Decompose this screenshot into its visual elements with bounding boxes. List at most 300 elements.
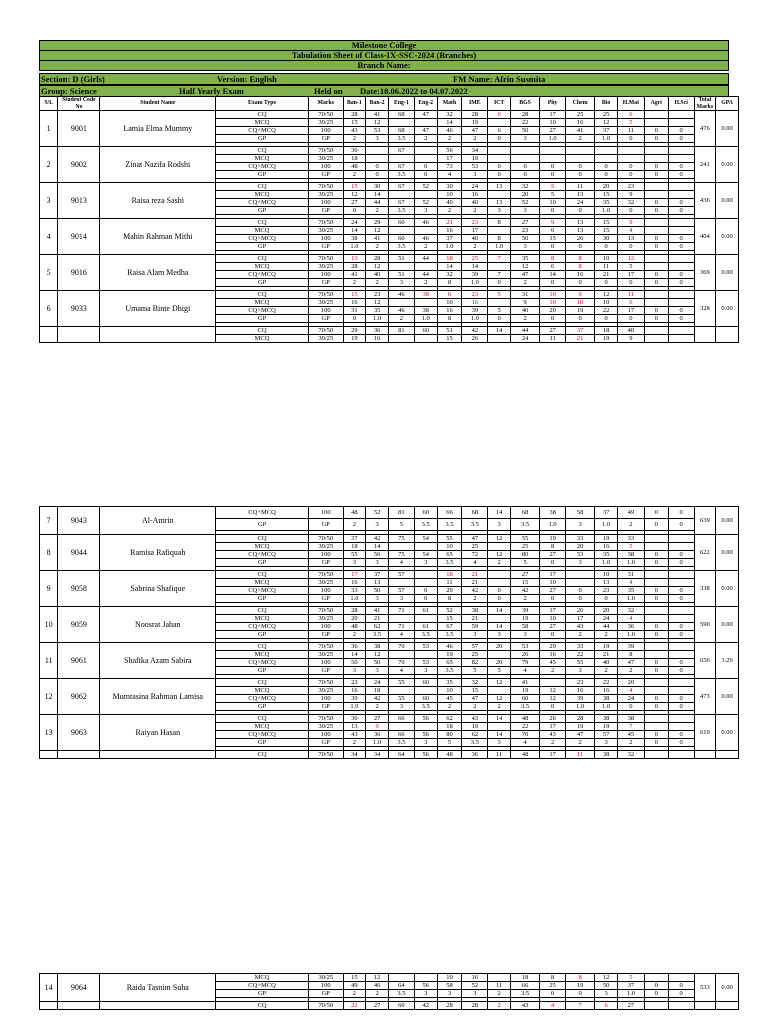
mark-eng2: 54 (414, 551, 437, 559)
student-code: 9063 (58, 715, 100, 751)
mark-math: 18 (437, 255, 462, 263)
mark-hsci (668, 227, 694, 235)
sl-cell: 2 (40, 147, 58, 183)
mark-hsci: 0 (668, 279, 694, 287)
exam-type: CQ (216, 679, 309, 687)
mark-ict: 14 (488, 623, 511, 631)
mark-math: 5 (437, 739, 462, 747)
mark-bgs: 2 (510, 595, 539, 603)
mark-bio: 20 (595, 607, 618, 615)
mark-bgs: 20 (510, 191, 539, 199)
column-header-phy: Phy (540, 97, 566, 111)
mark-ict: 12 (488, 679, 511, 687)
total-marks: 369 (694, 255, 716, 291)
mark-bgs: 3.5 (510, 519, 539, 531)
mark-ban2: 12 (366, 651, 389, 659)
max-marks: 100 (308, 731, 343, 739)
mark-agri: 0 (644, 595, 668, 603)
mark-eng2 (414, 299, 437, 307)
mark-ict: 0 (488, 587, 511, 595)
mark-agri (644, 183, 668, 191)
mark-hmat: 24 (617, 695, 644, 703)
mark-hsci: 0 (668, 659, 694, 667)
mark-bio: 2 (595, 631, 618, 639)
mark-bgs: 18 (510, 974, 539, 982)
student-code (58, 1002, 100, 1010)
mark-bgs: 40 (510, 307, 539, 315)
exam-type: GP (216, 667, 309, 675)
mark-ban2: 27 (366, 715, 389, 723)
mark-ime: 5 (462, 667, 488, 675)
mark-bgs: 22 (510, 723, 539, 731)
mark-math: 6 (437, 291, 462, 299)
mark-math: 80 (437, 731, 462, 739)
mark-phy: 45 (540, 659, 566, 667)
mark-math: 8 (437, 595, 462, 603)
mark-ban2: 44 (366, 199, 389, 207)
mark-eng1: 4 (388, 559, 414, 567)
exam-type: CQ+MCQ (216, 659, 309, 667)
mark-bgs: 0 (510, 163, 539, 171)
mark-phy: 17 (540, 723, 566, 731)
mark-agri: 0 (644, 279, 668, 287)
student-name: Mahin Rahman Mithi (100, 219, 216, 255)
mark-eng2: 54 (414, 535, 437, 543)
mark-bio: 0 (595, 243, 618, 251)
section-label: Section: D (Girls) (41, 73, 105, 84)
mark-math: 56 (437, 147, 462, 155)
max-marks: 70/50 (308, 535, 343, 543)
max-marks: GP (308, 559, 343, 567)
column-header-exam-type: Exam Type (216, 97, 309, 111)
gpa: 0.00 (716, 183, 739, 219)
mark-chem: 23 (566, 679, 595, 687)
mark-math: 67 (437, 623, 462, 631)
mark-ict (488, 191, 511, 199)
exam-type: MCQ (216, 227, 309, 235)
exam-type: CQ+MCQ (216, 235, 309, 243)
mark-bgs: 28 (510, 111, 539, 119)
mark-bio: 0 (595, 163, 618, 171)
mark-agri: 0 (644, 982, 668, 990)
column-header-ict: ICT (488, 97, 511, 111)
mark-ime: 21 (462, 571, 488, 579)
mark-ban2: 2 (366, 990, 389, 998)
mark-bgs: 79 (510, 659, 539, 667)
mark-hmat: 38 (617, 715, 644, 723)
mark-hsci (668, 687, 694, 695)
mark-hmat: 6 (617, 299, 644, 307)
exam-type: GP (216, 990, 309, 998)
mark-math: 32 (437, 111, 462, 119)
mark-phy: 2 (540, 739, 566, 747)
mark-math: 16 (437, 227, 462, 235)
mark-ime: 34 (462, 147, 488, 155)
mark-ime: 15 (462, 687, 488, 695)
mark-phy: 17 (540, 751, 566, 759)
mark-eng1: 67 (388, 183, 414, 191)
mark-hsci (668, 607, 694, 615)
mark-ban2: 62 (366, 623, 389, 631)
mark-bio: 21 (595, 271, 618, 279)
mark-eng2: 2 (414, 279, 437, 287)
mark-phy: 29 (540, 643, 566, 651)
mark-phy: 43 (540, 731, 566, 739)
mark-eng1: 60 (388, 235, 414, 243)
student-code: 9061 (58, 643, 100, 679)
exam-type: MCQ (216, 263, 309, 271)
column-header-h-sci: H.Sci (668, 97, 694, 111)
max-marks: 70/50 (308, 715, 343, 723)
mark-math: 30 (437, 183, 462, 191)
mark-hmat: 32 (617, 751, 644, 759)
mark-phy: 0 (540, 559, 566, 567)
mark-ban2: 28 (366, 255, 389, 263)
mark-phy: 17 (540, 571, 566, 579)
mark-eng2: 52 (414, 199, 437, 207)
mark-eng2: 42 (414, 1002, 437, 1010)
max-marks: 30/25 (308, 335, 343, 343)
mark-ban1: 2 (343, 279, 366, 287)
total-marks: 404 (694, 219, 716, 255)
max-marks: 30/25 (308, 723, 343, 731)
mark-eng1: 71 (388, 623, 414, 631)
mark-hmat: 0 (617, 171, 644, 179)
mark-chem: 1.0 (566, 703, 595, 711)
mark-bgs: 35 (510, 255, 539, 263)
mark-eng2: 3 (414, 559, 437, 567)
mark-bgs: 43 (510, 1002, 539, 1010)
mark-hsci (668, 723, 694, 731)
mark-bgs: 2 (510, 279, 539, 287)
mark-bio: 0 (595, 595, 618, 603)
mark-ime: 2 (462, 135, 488, 143)
mark-ime: 52 (462, 982, 488, 990)
mark-ban1: 14 (343, 651, 366, 659)
total-marks: 476 (694, 111, 716, 147)
mark-hmat: 49 (617, 507, 644, 519)
mark-hmat: 38 (617, 551, 644, 559)
mark-bgs: 27 (510, 571, 539, 579)
mark-phy: 11 (540, 335, 566, 343)
exam-type: CQ (216, 291, 309, 299)
mark-ime: 25 (462, 543, 488, 551)
mark-hmat: 9 (617, 335, 644, 343)
mark-ime: 43 (462, 715, 488, 723)
mark-ime: 59 (462, 623, 488, 631)
mark-eng2: 3 (414, 739, 437, 747)
gpa: 0.00 (716, 535, 739, 571)
column-header-s-l: S/L (40, 97, 58, 111)
mark-bio: 3 (595, 739, 618, 747)
total-marks: 622 (694, 535, 716, 571)
mark-chem: 0 (566, 990, 595, 998)
mark-bgs: 5 (510, 559, 539, 567)
mark-agri (644, 607, 668, 615)
mark-eng1: 68 (388, 111, 414, 119)
mark-ban1: 18 (343, 543, 366, 551)
mark-eng2 (414, 615, 437, 623)
mark-hsci: 0 (668, 307, 694, 315)
mark-math: 14 (437, 119, 462, 127)
mark-chem: 0 (566, 279, 595, 287)
mark-hsci: 0 (668, 127, 694, 135)
mark-bio: 3 (595, 990, 618, 998)
exam-type: CQ (216, 715, 309, 723)
mark-hmat: 4 (617, 227, 644, 235)
mark-phy: 27 (540, 623, 566, 631)
mark-bgs: 48 (510, 751, 539, 759)
mark-ban1: 15 (343, 119, 366, 127)
mark-ban2: 3 (366, 667, 389, 675)
mark-ban1: 17 (343, 571, 366, 579)
max-marks: 30/25 (308, 155, 343, 163)
tabulation-table (39, 96, 739, 343)
sl-cell: 8 (40, 535, 58, 571)
mark-bgs: 55 (510, 535, 539, 543)
mark-math: 8 (437, 279, 462, 287)
mark-bio: 6 (595, 1002, 618, 1010)
table-row (40, 1002, 739, 1010)
mark-ime: 23 (462, 291, 488, 299)
student-name: Noosrat Jahan (100, 607, 216, 643)
group-label: Group: Science (41, 85, 97, 96)
mark-math: 10 (437, 974, 462, 982)
mark-hsci (668, 643, 694, 651)
mark-eng2 (414, 579, 437, 587)
mark-ban1: 33 (343, 587, 366, 595)
mark-ict: 0 (488, 279, 511, 287)
mark-agri (644, 111, 668, 119)
mark-eng2: 44 (414, 271, 437, 279)
table-row (40, 643, 739, 651)
mark-ime: 16 (462, 974, 488, 982)
mark-eng2: 60 (414, 695, 437, 703)
mark-ict: 14 (488, 507, 511, 519)
mark-ime: 82 (462, 659, 488, 667)
sl-cell (40, 751, 58, 759)
mark-hsci (668, 263, 694, 271)
mark-bio: 16 (595, 543, 618, 551)
mark-phy: 17 (540, 607, 566, 615)
mark-math: 29 (437, 587, 462, 595)
mark-bgs: 0 (510, 171, 539, 179)
exam-type: CQ+MCQ (216, 623, 309, 631)
mark-math: 10 (437, 191, 462, 199)
mark-ime: 40 (462, 235, 488, 243)
mark-phy (540, 679, 566, 687)
mark-agri (644, 291, 668, 299)
max-marks: 30/25 (308, 687, 343, 695)
mark-chem: 13 (566, 227, 595, 235)
mark-hmat: 5 (617, 263, 644, 271)
mark-chem: 10 (566, 299, 595, 307)
mark-ime: 25 (462, 651, 488, 659)
mark-math: 40 (437, 199, 462, 207)
mark-bio: 19 (595, 643, 618, 651)
mark-eng2: 0 (414, 595, 437, 603)
max-marks: GP (308, 595, 343, 603)
sl-cell: 5 (40, 255, 58, 291)
mark-phy (540, 147, 566, 155)
mark-bgs (510, 147, 539, 155)
mark-ban2: 2 (366, 703, 389, 711)
mark-agri (644, 651, 668, 659)
mark-ict: 0 (488, 315, 511, 323)
student-name: Umama Binte Dhigi (100, 291, 216, 327)
max-marks: 100 (308, 551, 343, 559)
mark-agri (644, 535, 668, 543)
mark-ban1: 2 (343, 739, 366, 747)
max-marks: 100 (308, 982, 343, 990)
mark-ban2: 21 (366, 615, 389, 623)
column-header-total-marks: Total Marks (694, 97, 716, 111)
mark-hmat: 1.0 (617, 559, 644, 567)
mark-ban2: 30 (366, 183, 389, 191)
column-header-bgs: BGS (510, 97, 539, 111)
exam-type: GP (216, 171, 309, 179)
student-name: Zinat Nazifa Rodshi (100, 147, 216, 183)
mark-bgs: 68 (510, 507, 539, 519)
mark-ban2 (366, 155, 389, 163)
mark-math: 2 (437, 207, 462, 215)
mark-agri: 0 (644, 587, 668, 595)
max-marks: 70/50 (308, 643, 343, 651)
mark-hsci (668, 715, 694, 723)
mark-hmat: 32 (617, 199, 644, 207)
mark-math: 65 (437, 551, 462, 559)
mark-ban1: 3 (343, 667, 366, 675)
mark-chem: 13 (566, 191, 595, 199)
mark-math: 51 (437, 327, 462, 335)
mark-phy: 10 (540, 299, 566, 307)
mark-agri (644, 543, 668, 551)
mark-bgs: 2 (510, 315, 539, 323)
exam-type: CQ+MCQ (216, 127, 309, 135)
mark-ict (488, 263, 511, 271)
exam-type: CQ (216, 183, 309, 191)
mark-hmat: 40 (617, 327, 644, 335)
mark-chem: 43 (566, 623, 595, 631)
mark-ban1: 2 (343, 171, 366, 179)
mark-phy: 14 (540, 271, 566, 279)
mark-hsci: 0 (668, 171, 694, 179)
mark-ict: 0 (488, 171, 511, 179)
mark-bio: 1.0 (595, 559, 618, 567)
table-row (40, 507, 739, 519)
mark-bgs: 52 (510, 199, 539, 207)
column-header-eng-1: Eng-1 (388, 97, 414, 111)
mark-eng2: 3.5 (414, 519, 437, 531)
total-marks (694, 327, 716, 343)
mark-eng1: 3.5 (388, 207, 414, 215)
mark-hsci: 0 (668, 135, 694, 143)
max-marks: 70/50 (308, 111, 343, 119)
mark-bio: 38 (595, 751, 618, 759)
mark-chem: 22 (566, 651, 595, 659)
mark-math: 11 (437, 579, 462, 587)
mark-ban1: 43 (343, 127, 366, 135)
mark-bio: 10 (595, 299, 618, 307)
mark-bgs: 48 (510, 715, 539, 723)
table-row (40, 255, 739, 263)
fm-name-label: FM Name: Afrin Susmita (453, 73, 546, 84)
exam-type: CQ (216, 607, 309, 615)
mark-ict: 12 (488, 695, 511, 703)
mark-eng1 (388, 227, 414, 235)
mark-eng2: 61 (414, 607, 437, 615)
mark-ban1: 13 (343, 723, 366, 731)
mark-ict: 12 (488, 551, 511, 559)
sl-cell: 14 (40, 974, 58, 1002)
mark-eng1: 2 (388, 315, 414, 323)
mark-phy: 5 (540, 183, 566, 191)
mark-ime: 42 (462, 587, 488, 595)
mark-eng1: 75 (388, 535, 414, 543)
sheet-header (39, 40, 729, 71)
mark-ict (488, 974, 511, 982)
mark-ict (488, 615, 511, 623)
mark-ban1: 0 (343, 315, 366, 323)
mark-eng2: 60 (414, 507, 437, 519)
mark-eng1 (388, 543, 414, 551)
mark-bio: 20 (595, 183, 618, 191)
mark-ban2: 16 (366, 335, 389, 343)
mark-hmat: 0 (617, 243, 644, 251)
mark-ict (488, 227, 511, 235)
mark-ban1: 18 (343, 155, 366, 163)
mark-bio: 44 (595, 623, 618, 631)
mark-bio: 12 (595, 291, 618, 299)
mark-ime: 28 (462, 1002, 488, 1010)
mark-chem: 0 (566, 207, 595, 215)
mark-bio: 35 (595, 199, 618, 207)
mark-chem: 2 (566, 739, 595, 747)
mark-ime: 2 (462, 595, 488, 603)
mark-eng2: 56 (414, 731, 437, 739)
total-marks: 241 (694, 147, 716, 183)
mark-chem: 8 (566, 974, 595, 982)
mark-bio: 11 (595, 263, 618, 271)
mark-eng1: 60 (388, 219, 414, 227)
mark-phy: 27 (540, 587, 566, 595)
mark-eng1: 81 (388, 327, 414, 335)
mark-hsci (668, 651, 694, 659)
mark-phy: 12 (540, 687, 566, 695)
mark-ime: 39 (462, 271, 488, 279)
mark-ict: 5 (488, 291, 511, 299)
exam-type: MCQ (216, 723, 309, 731)
mark-bgs: 23 (510, 227, 539, 235)
mark-chem: 47 (566, 731, 595, 739)
mark-ban2: 14 (366, 191, 389, 199)
mark-eng2 (414, 651, 437, 659)
exam-type: CQ (216, 535, 309, 543)
mark-bgs: 39 (510, 607, 539, 615)
mark-ict (488, 723, 511, 731)
mark-phy: 10 (540, 119, 566, 127)
mark-ban1: 13 (343, 255, 366, 263)
mark-ime: 42 (462, 327, 488, 335)
mark-ict: 0 (488, 135, 511, 143)
mark-hsci (668, 255, 694, 263)
mark-ban2: 52 (366, 507, 389, 519)
sl-cell: 6 (40, 291, 58, 327)
mark-eng2: 60 (414, 327, 437, 335)
mark-ime: 38 (462, 607, 488, 615)
mark-hsci (668, 291, 694, 299)
mark-agri: 0 (644, 199, 668, 207)
